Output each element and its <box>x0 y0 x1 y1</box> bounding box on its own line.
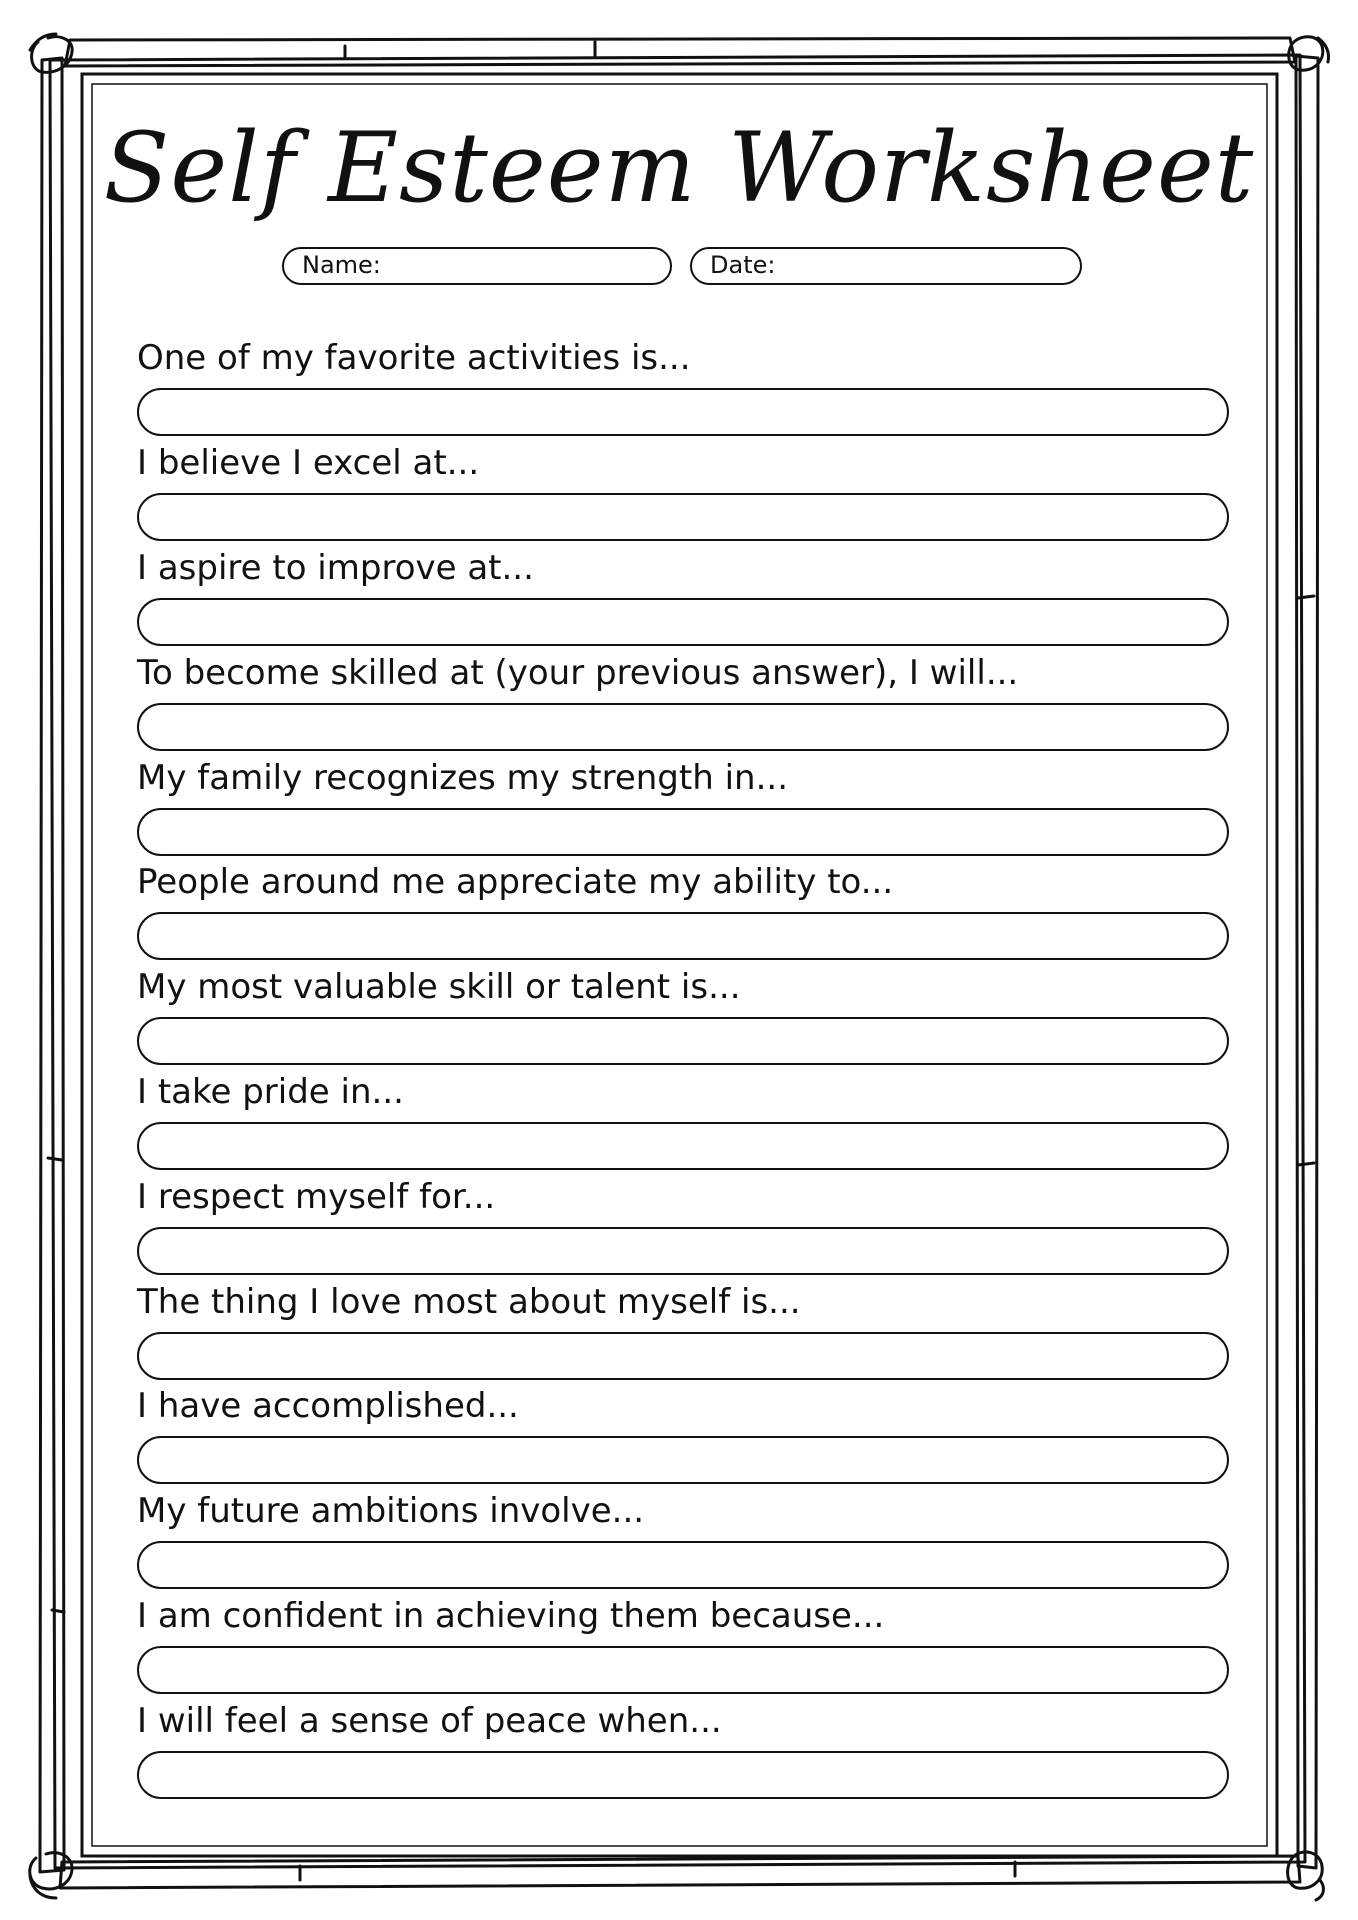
answer-field[interactable] <box>137 1332 1229 1380</box>
question-prompt: I have accomplished... <box>137 1386 519 1426</box>
question-prompt: I take pride in... <box>137 1072 404 1112</box>
answer-field[interactable] <box>137 1646 1229 1694</box>
question-prompt: People around me appreciate my ability to... <box>137 862 894 902</box>
answer-field[interactable] <box>137 1436 1229 1484</box>
question-prompt: I am confident in achieving them because... <box>137 1596 885 1636</box>
date-label: Date: <box>710 251 776 279</box>
name-label: Name: <box>302 251 381 279</box>
answer-field[interactable] <box>137 493 1229 541</box>
answer-field[interactable] <box>137 1227 1229 1275</box>
answer-field[interactable] <box>137 1122 1229 1170</box>
answer-field[interactable] <box>137 598 1229 646</box>
question-prompt: I aspire to improve at... <box>137 548 534 588</box>
date-field[interactable] <box>690 247 1082 285</box>
question-prompt: I believe I excel at... <box>137 443 480 483</box>
question-prompt: My future ambitions involve... <box>137 1491 645 1531</box>
name-field[interactable] <box>282 247 672 285</box>
worksheet-title: Self Esteem Worksheet <box>103 112 1255 224</box>
answer-field[interactable] <box>137 703 1229 751</box>
question-prompt: To become skilled at (your previous answer), I will... <box>137 653 1019 693</box>
answer-field[interactable] <box>137 1017 1229 1065</box>
question-prompt: I will feel a sense of peace when... <box>137 1701 722 1741</box>
answer-field[interactable] <box>137 1541 1229 1589</box>
answer-field[interactable] <box>137 1751 1229 1799</box>
question-prompt: The thing I love most about myself is... <box>137 1282 801 1322</box>
question-prompt: My most valuable skill or talent is... <box>137 967 741 1007</box>
answer-field[interactable] <box>137 912 1229 960</box>
answer-field[interactable] <box>137 808 1229 856</box>
question-prompt: One of my favorite activities is... <box>137 338 691 378</box>
answer-field[interactable] <box>137 388 1229 436</box>
question-prompt: I respect myself for... <box>137 1177 496 1217</box>
question-prompt: My family recognizes my strength in... <box>137 758 788 798</box>
